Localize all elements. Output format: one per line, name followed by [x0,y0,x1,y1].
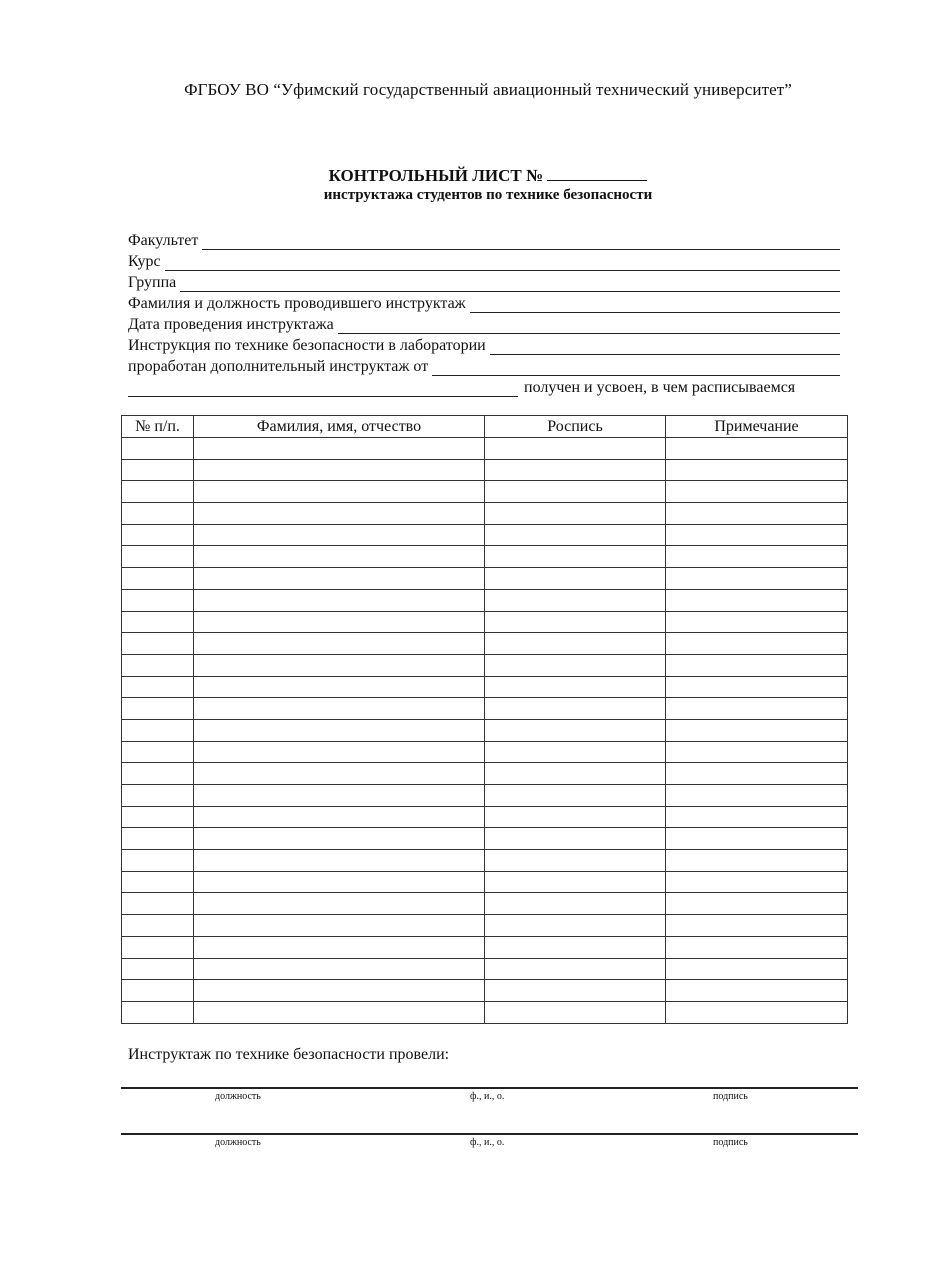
cell-number[interactable] [122,676,194,698]
cell-number[interactable] [122,850,194,872]
table-row [122,828,848,850]
cell-note[interactable] [666,980,848,1002]
cell-full-name[interactable] [194,546,485,568]
cell-number[interactable] [122,893,194,915]
cell-number[interactable] [122,568,194,590]
cell-note[interactable] [666,1001,848,1023]
table-row [122,589,848,611]
cell-note[interactable] [666,459,848,481]
cell-note[interactable] [666,589,848,611]
table-row [122,806,848,828]
table-row [122,611,848,633]
table-row [122,633,848,655]
cell-signature[interactable] [485,893,666,915]
cell-full-name[interactable] [194,871,485,893]
cell-number[interactable] [122,915,194,937]
cell-note[interactable] [666,438,848,460]
field-date [128,313,840,334]
cell-number[interactable] [122,785,194,807]
cell-number[interactable] [122,481,194,503]
field-lab-instruction [128,334,840,355]
cell-number[interactable] [122,958,194,980]
lab-instruction-label: Инструкция по технике безопасности в лаборатории [128,337,486,354]
name-caption-1: ф., и., о. [470,1091,505,1102]
cell-number[interactable] [122,589,194,611]
cell-signature[interactable] [485,459,666,481]
field-instructor [128,292,840,313]
cell-full-name[interactable] [194,893,485,915]
form-title-text: КОНТРОЛЬНЫЙ ЛИСТ № [328,166,544,185]
cell-full-name[interactable] [194,589,485,611]
cell-signature[interactable] [485,871,666,893]
column-header-full-name: Фамилия, имя, отчество [194,416,485,438]
cell-number[interactable] [122,524,194,546]
cell-full-name[interactable] [194,481,485,503]
table-row [122,785,848,807]
cell-note[interactable] [666,936,848,958]
cell-number[interactable] [122,654,194,676]
signature-caption-2: подпись [713,1137,748,1148]
cell-signature[interactable] [485,936,666,958]
cell-note[interactable] [666,828,848,850]
cell-signature[interactable] [485,741,666,763]
cell-note[interactable] [666,915,848,937]
cell-number[interactable] [122,611,194,633]
faculty-input-line[interactable] [202,234,840,250]
table-row [122,893,848,915]
cell-full-name[interactable] [194,524,485,546]
table-row [122,719,848,741]
cell-number[interactable] [122,806,194,828]
group-input-line[interactable] [180,276,840,292]
column-header-number: № п/п. [122,416,194,438]
instructor-input-line[interactable] [470,297,840,313]
cell-full-name[interactable] [194,1001,485,1023]
table-row [122,698,848,720]
cell-note[interactable] [666,785,848,807]
table-row [122,871,848,893]
cell-signature[interactable] [485,503,666,525]
lab-instruction-input-line[interactable] [490,339,840,355]
cell-signature[interactable] [485,589,666,611]
cell-note[interactable] [666,850,848,872]
form-fields [128,229,840,397]
position-caption-1: должность [215,1091,261,1102]
cell-note[interactable] [666,568,848,590]
organization-name: ФГБОУ ВО “Уфимский государственный авиационный технический университет” [184,80,792,99]
table-row [122,438,848,460]
cell-full-name[interactable] [194,719,485,741]
received-label: получен и усвоен, в чем расписываемся [524,379,796,396]
cell-note[interactable] [666,676,848,698]
cell-signature[interactable] [485,806,666,828]
cell-signature[interactable] [485,850,666,872]
cell-signature[interactable] [485,763,666,785]
table-row [122,850,848,872]
cell-note[interactable] [666,871,848,893]
cell-signature[interactable] [485,698,666,720]
cell-full-name[interactable] [194,828,485,850]
signature-caption-1: подпись [713,1091,748,1102]
cell-note[interactable] [666,893,848,915]
table-row [122,524,848,546]
roster-body [122,438,848,1024]
table-row [122,459,848,481]
cell-signature[interactable] [485,676,666,698]
cell-full-name[interactable] [194,503,485,525]
cell-signature[interactable] [485,719,666,741]
cell-full-name[interactable] [194,654,485,676]
cell-full-name[interactable] [194,676,485,698]
table-row [122,958,848,980]
cell-number[interactable] [122,741,194,763]
cell-number[interactable] [122,698,194,720]
cell-signature[interactable] [485,1001,666,1023]
cell-note[interactable] [666,763,848,785]
cell-number[interactable] [122,936,194,958]
cell-number[interactable] [122,438,194,460]
cell-note[interactable] [666,611,848,633]
cell-full-name[interactable] [194,806,485,828]
table-row [122,481,848,503]
cell-signature[interactable] [485,654,666,676]
form-number-blank[interactable] [547,166,647,181]
cell-signature[interactable] [485,785,666,807]
instructor-label: Фамилия и должность проводившего инструктаж [128,295,466,312]
signature-line-1[interactable] [121,1087,858,1089]
cell-full-name[interactable] [194,936,485,958]
cell-note[interactable] [666,741,848,763]
cell-full-name[interactable] [194,915,485,937]
cell-signature[interactable] [485,481,666,503]
cell-signature[interactable] [485,828,666,850]
cell-note[interactable] [666,806,848,828]
cell-note[interactable] [666,481,848,503]
column-header-note: Примечание [666,416,848,438]
received-input-line[interactable] [128,381,518,397]
cell-full-name[interactable] [194,698,485,720]
cell-number[interactable] [122,828,194,850]
cell-full-name[interactable] [194,611,485,633]
course-label: Курс [128,253,161,270]
table-row [122,741,848,763]
form-subtitle: инструктажа студентов по технике безопасности [323,187,653,203]
cell-full-name[interactable] [194,980,485,1002]
cell-signature[interactable] [485,438,666,460]
table-row [122,503,848,525]
date-label: Дата проведения инструктажа [128,316,334,333]
field-group [128,271,840,292]
cell-note[interactable] [666,698,848,720]
course-input-line[interactable] [165,255,840,271]
footer-label: Инструктаж по технике безопасности провели: [128,1046,450,1063]
name-caption-2: ф., и., о. [470,1137,505,1148]
roster-table [121,415,848,1024]
additional-label: проработан дополнительный инструктаж от [128,358,429,375]
field-additional [128,355,840,376]
column-header-signature: Роспись [485,416,666,438]
cell-number[interactable] [122,1001,194,1023]
cell-signature[interactable] [485,980,666,1002]
cell-signature[interactable] [485,633,666,655]
signature-line-2[interactable] [121,1133,858,1135]
table-row [122,1001,848,1023]
cell-note[interactable] [666,524,848,546]
cell-signature[interactable] [485,958,666,980]
cell-signature[interactable] [485,568,666,590]
position-caption-2: должность [215,1137,261,1148]
form-title [0,166,929,186]
cell-signature[interactable] [485,546,666,568]
table-row [122,546,848,568]
table-row [122,763,848,785]
table-row [122,568,848,590]
cell-signature[interactable] [485,524,666,546]
cell-note[interactable] [666,654,848,676]
cell-number[interactable] [122,503,194,525]
cell-note[interactable] [666,719,848,741]
cell-full-name[interactable] [194,958,485,980]
cell-full-name[interactable] [194,438,485,460]
cell-full-name[interactable] [194,785,485,807]
field-received [128,376,840,397]
cell-full-name[interactable] [194,633,485,655]
table-row [122,915,848,937]
cell-number[interactable] [122,763,194,785]
group-label: Группа [128,274,177,291]
table-row [122,980,848,1002]
cell-number[interactable] [122,633,194,655]
cell-number[interactable] [122,980,194,1002]
cell-full-name[interactable] [194,459,485,481]
cell-number[interactable] [122,871,194,893]
table-row [122,654,848,676]
cell-signature[interactable] [485,611,666,633]
cell-full-name[interactable] [194,763,485,785]
table-row [122,936,848,958]
table-header-row [122,416,848,438]
cell-signature[interactable] [485,915,666,937]
additional-input-line[interactable] [432,360,840,376]
cell-number[interactable] [122,719,194,741]
cell-number[interactable] [122,546,194,568]
cell-note[interactable] [666,958,848,980]
cell-full-name[interactable] [194,741,485,763]
cell-note[interactable] [666,546,848,568]
cell-note[interactable] [666,633,848,655]
faculty-label: Факультет [128,232,199,249]
table-row [122,676,848,698]
cell-note[interactable] [666,503,848,525]
field-faculty [128,229,840,250]
cell-full-name[interactable] [194,568,485,590]
cell-number[interactable] [122,459,194,481]
cell-full-name[interactable] [194,850,485,872]
field-course [128,250,840,271]
date-input-line[interactable] [338,318,840,334]
